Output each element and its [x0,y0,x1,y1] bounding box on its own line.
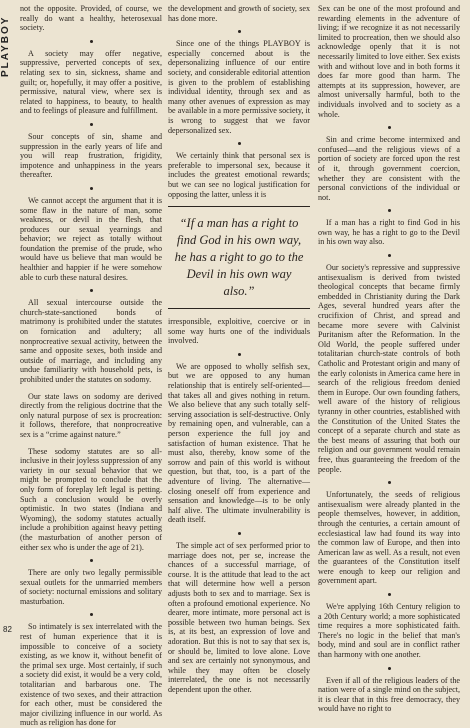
separator-dot [90,613,93,616]
paragraph: Sin and crime become intermixed and confused—and the religious views of a portion of society are forced upon the rest of it, through government coercion, whether they are consistent with the personal convictions of the individual or not. [318,135,460,202]
paragraph: We cannot accept the argument that it is some flaw in the nature of man, some weakness, or devil in the flesh, that produces our sexual yearnings and behavior; we reject as totally without foundation the premise of the prude, who would have us believe that man would be healthier and happier if he were somehow able to curb these natural desires. [20,195,162,282]
separator-dot [388,667,391,670]
paragraph: not the opposite. Provided, of course, we really do want a healthy, heterosexual society. [20,4,162,33]
column-right [318,4,460,714]
separator-dot [238,142,241,145]
separator-dot [388,126,391,129]
paragraph: Since one of the things PLAYBOY is especially concerned about is the depersonalizing influence of our entire society, and considerable editorial attention is given to the problem of establishing individual identity, through sex and as many other avenues of expression as may be available in a more permissive society, it is wrong to suggest that we favor depersonalized sex. [168,39,310,135]
paragraph: We're applying 16th Century religion to a 20th Century world; a more sophisticated time requires a more sophisticated faith. There's no logic in the belief that man's body, mind and soul are in conflict rather than harmony with one another. [318,602,460,660]
paragraph: irresponsible, exploitive, coercive or in some way hurts one of the individuals involved. [168,317,310,346]
paragraph: So intimately is sex interrelated with the rest of human experience that it is impossible to conceive of a society existing, as we know it, without benefit of the primal sex urge. Most certainly, if such a society did exist, it would be a very cold, totalitarian and barbarous one. The existence of two sexes, and their attraction for each other, must be considered the major civilizing influence in our world. As much as religion has done for [20,622,162,728]
paragraph: A society may offer negative, suppressive, perverted concepts of sex, relating sex to sin, sickness, shame and guilt; or, hopefully, it may offer a positive, permissive, natural view, where sex is related to happiness, to beauty, to health and to feelings of pleasure and fulfillment. [20,48,162,116]
paragraph: All sexual intercourse outside the church-state-sanctioned bonds of matrimony is prohibited under the statutes on fornication and adultery; all nonprocreative sexual activity, between the same and opposite sexes, both inside and outside of marriage, and including any undue familiarity with household pets, is prohibited under the statutes on sodomy. [20,298,162,384]
column-middle [168,4,310,694]
separator-dot [90,123,93,126]
separator-dot [90,40,93,43]
separator-dot [238,532,241,535]
paragraph: There are only two legally permissible sexual outlets for the unmarried members of society: nocturnal emissions and solitary masturbation. [20,568,162,606]
paragraph: Sour concepts of sin, shame and suppression in the early years of life and you will reap frustration, frigidity, impotence and unhappiness in the years thereafter. [20,131,162,180]
paragraph: These sodomy statutes are so all-inclusive in their joyless suppression of any variety in our sexual behavior that we might be prompted to conclude that the only form of foreplay left legal is petting. Such a conclusion would be overly optimistic. In two states (Indiana and Wyoming), the sodomy statutes actually include a prohibition against heavy petting (the masturbation of another person of either sex who is under the age of 21). [20,446,162,552]
separator-dot [388,481,391,484]
pull-quote: “If a man has a right to find God in his own way, he has a right to go to the Devil in his own way also.” [168,206,310,309]
column-left [20,4,162,728]
separator-dot [238,30,241,33]
separator-dot [90,289,93,292]
separator-dot [388,593,391,596]
separator-dot [388,209,391,212]
page-number: 82 [3,625,12,634]
paragraph: Sex can be one of the most profound and rewarding elements in the adventure of living; if we recognize it as not necessarily limited to procreation, then we should also acknowledge openly that it is not necessarily limited to love either. Sex exists with and without love and in both forms it does far more good than harm. The attempts at its suppression, however, are almost universally harmful, both to the individuals involved and to society as a whole. [318,4,460,119]
separator-dot [90,559,93,562]
separator-dot [90,187,93,190]
paragraph: We certainly think that personal sex is preferable to impersonal sex, because it includes the greatest emotional rewards; but we can see no logical justification for opposing the latter, unless it is [168,151,310,199]
paragraph: If a man has a right to find God in his own way, he has a right to go to the Devil in his own way also. [318,218,460,247]
paragraph: Even if all of the religious leaders of the nation were of a single mind on the subject, it is clear that in this free democracy, they would have no right to [318,675,460,714]
separator-dot [238,353,241,356]
paragraph: Unfortunately, the seeds of religious antisexualism were already planted in the people themselves, however, in addition, through the centuries, a certain amount of ecclesiastical law had found its way into the common law of Europe, and then into American law as well. As a result, not even the guarantees of the Constitution itself were enough to keep our religion and government apart. [318,490,460,586]
paragraph: Our state laws on sodomy are derived directly from the religious doctrine that the only natural purpose of sex is procreation: it follows, therefore, that nonprocreative sex is a “crime against nature.” [20,391,162,439]
paragraph: We are opposed to wholly selfish sex, but we are opposed to any human relationship that is entirely self-oriented—that takes all and gives nothing in return. We also believe that any such totally self-serving association is self-destructive. Only by remaining open, and vulnerable, can a person experience the full joy and satisfaction of human existence. That he must also, thereby, know some of the sorrow and pain of this world is without question, but that, too, is a part of the adventure of living. The alternative—closing oneself off from experience and sensation and knowledge—is to be only half alive. The ultimate invulnerability is death itself. [168,361,310,525]
masthead: PLAYBOY [0,15,11,77]
separator-dot [388,254,391,257]
paragraph: The simple act of sex performed prior to marriage does not, per se, increase the chances of a successful marriage, of course. It is the attitude that lead to the act that will determine how well a person adjusts both to sex and to marriage. Sex is often a profound emotional experience. No dearer, more intimate, more personal act is possible between two human beings. Sex is, at its best, an expression of love and adoration. But this is not to say that sex is, or should be, limited to love alone. Love and sex are certainly not synonymous, and while they may often be closely interrelated, the one is not necessarily dependent upon the other. [168,540,310,694]
paragraph: the development and growth of society, sex has done more. [168,4,310,23]
paragraph: Our society's repressive and suppressive antisexualism is derived from twisted theological concepts that became firmly embedded in Christianity during the Dark Ages, several hundred years after the crucifixion of Christ, and spread and became more severe with Calvinist Puritanism after the Reformation. In the Old World, the people suffered under totalitarian church-state controls of both Catholic and Protestant origin and many of the early colonists in America came here in search of the religious freedom denied them in Europe. Our own founding fathers, well aware of the history of religious tyranny in other countries, established with the Constitution of the United States the concept of a separate church and state as the best means of assuring that both our religion and our government would remain free, thus guaranteeing the freedom of the people. [318,263,460,474]
